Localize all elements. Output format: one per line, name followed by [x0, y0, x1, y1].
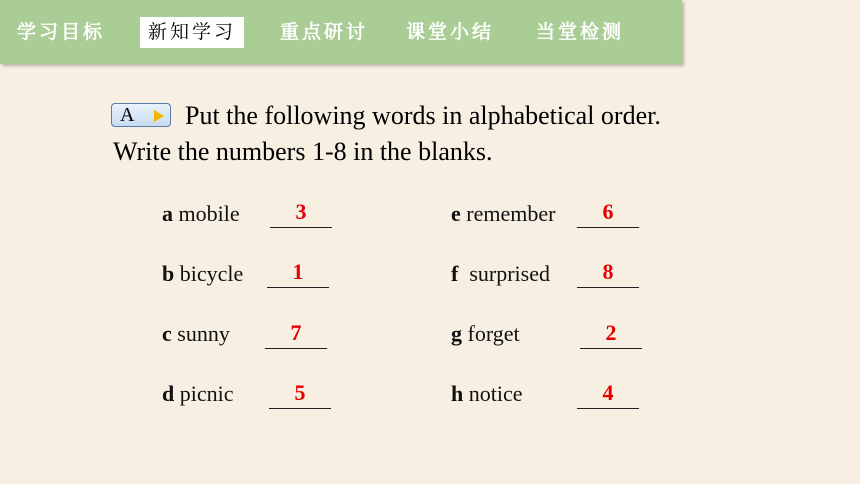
answer-value: 4: [602, 380, 614, 405]
answer-blank[interactable]: [580, 322, 642, 349]
answer-value: 2: [605, 320, 617, 345]
item-word: remember: [466, 201, 556, 226]
answer-blank[interactable]: [265, 322, 327, 349]
answer-blank[interactable]: [269, 382, 331, 409]
tab-new-knowledge[interactable]: 新知学习: [140, 17, 244, 48]
item-letter: e: [451, 201, 461, 226]
tab-key-discussion[interactable]: 重点研讨: [280, 21, 369, 43]
answer-blank[interactable]: [267, 261, 329, 288]
item-letter: d: [162, 381, 175, 406]
instruction-line-1: Put the following words in alphabetical order.: [185, 101, 661, 130]
badge-letter: A: [120, 104, 135, 126]
item-letter: a: [162, 201, 173, 226]
nav-bar: [0, 0, 682, 64]
tab-classroom-test[interactable]: 当堂检测: [536, 21, 625, 43]
answer-value: 5: [294, 380, 306, 405]
list-item: [451, 321, 520, 347]
list-item: [162, 321, 230, 347]
item-word: mobile: [178, 201, 240, 226]
answer-value: 3: [295, 199, 307, 224]
item-word: bicycle: [179, 261, 244, 286]
tab-learning-goals[interactable]: 学习目标: [17, 21, 106, 43]
answer-blank[interactable]: [577, 382, 639, 409]
item-word: picnic: [179, 381, 234, 406]
play-arrow-icon: [154, 110, 164, 122]
tab-lesson-summary[interactable]: 课堂小结: [406, 21, 495, 43]
item-word: notice: [468, 381, 523, 406]
item-letter: h: [451, 381, 464, 406]
list-item: [451, 381, 523, 407]
list-item: [451, 201, 555, 227]
item-letter: c: [162, 321, 172, 346]
answer-blank[interactable]: [577, 261, 639, 288]
item-word: sunny: [177, 321, 230, 346]
item-letter: g: [451, 321, 462, 346]
list-item: [162, 381, 234, 407]
answer-value: 1: [292, 259, 304, 284]
list-item: [162, 201, 240, 227]
answer-blank[interactable]: [577, 201, 639, 228]
list-item: [162, 261, 243, 287]
item-word: surprised: [469, 261, 550, 286]
item-letter: f: [451, 261, 459, 286]
list-item: [451, 261, 550, 287]
answer-blank[interactable]: [270, 201, 332, 228]
answer-value: 8: [602, 259, 614, 284]
answer-value: 6: [602, 199, 614, 224]
answer-value: 7: [290, 320, 302, 345]
item-word: forget: [467, 321, 520, 346]
exercise-badge: [111, 103, 171, 127]
instruction-line-2: Write the numbers 1-8 in the blanks.: [113, 137, 493, 166]
item-letter: b: [162, 261, 175, 286]
